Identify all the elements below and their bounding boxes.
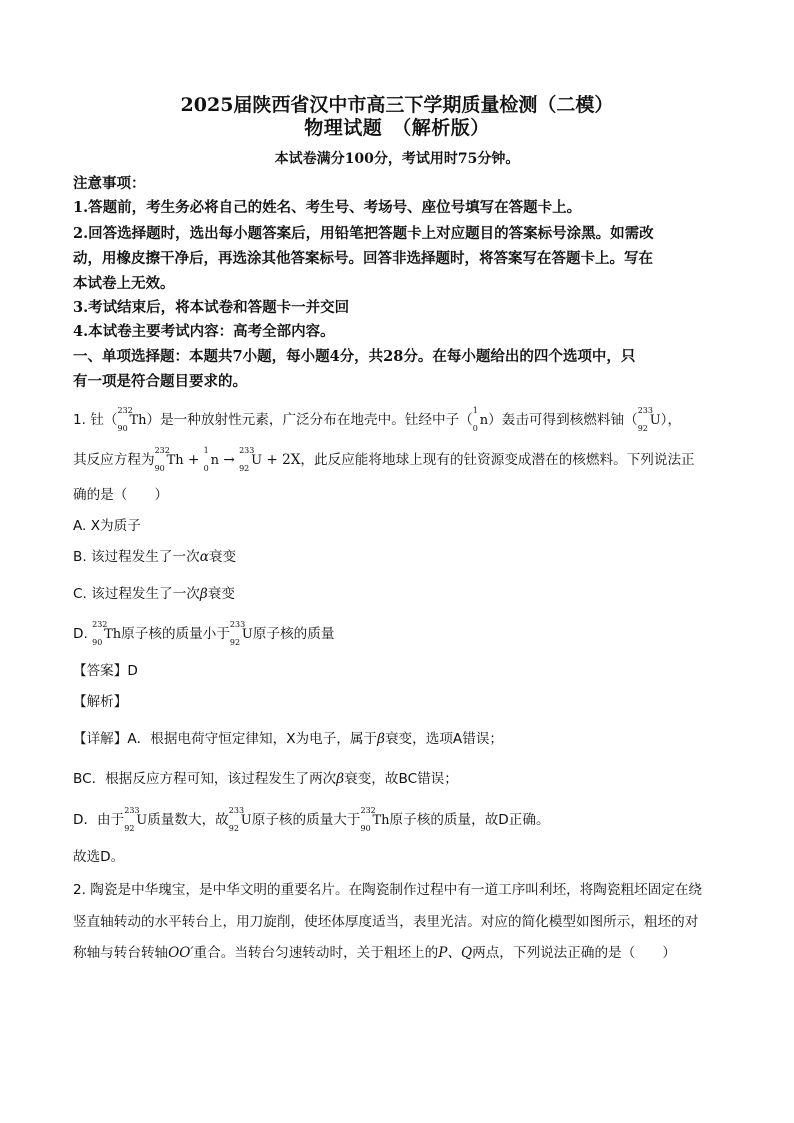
notice-item-2-line-2: 动，用橡皮擦干净后，再选涂其他答案标号。回答非选择题时，将答案写在答题卡上。写在 xyxy=(73,250,653,267)
notice-item-4: 4.本试卷主要考试内容：高考全部内容。 xyxy=(73,323,335,340)
q1-option-b: B. 该过程发生了一次α衰变 xyxy=(73,549,237,565)
q2-line-1: 2. 陶瓷是中华瑰宝，是中华文明的重要名片。在陶瓷制作过程中有一道工序叫利坯，将陶瓷粗坯固定在绕 xyxy=(73,882,703,898)
q1-option-a: A. X为质子 xyxy=(73,518,141,534)
q1-option-d: D. 232 90 Th原子核的质量小于 233 92 U原子核的质量 xyxy=(73,620,335,647)
neutron-nuclide: 1 0 n xyxy=(472,406,489,433)
notice-item-2-line-1: 2.回答选择题时，选出每小题答案后，用铅笔把答题卡上对应题目的答案标号涂黑。如需改 xyxy=(73,225,654,242)
notice-item-2-line-3: 本试卷上无效。 xyxy=(73,275,175,292)
q1-stem-line-1: 1. 钍（ 232 90 Th）是一种放射性元素，广泛分布在地壳中。钍经中子（ 1 0 n）轰击可得到核燃料铀（ 233 92 U）， xyxy=(73,406,682,433)
page-title: 2025届陕西省汉中市高三下学期质量检测（二模） xyxy=(180,94,614,116)
section-heading-line-2: 有一项是符合题目要求的。 xyxy=(73,373,247,390)
q1-analysis-label: 【解析】 xyxy=(73,694,128,710)
q1-option-c: C. 该过程发生了一次β衰变 xyxy=(73,586,235,602)
q1-answer: 【答案】D xyxy=(73,663,138,679)
q1-detail-bc: BC．根据反应方程可知，该过程发生了两次β衰变，故BC错误； xyxy=(73,771,458,787)
q1-detail-a: 【详解】A．根据电荷守恒定律知，X为电子，属于β衰变，选项A错误； xyxy=(73,731,504,747)
notice-item-3: 3.考试结束后，将本试卷和答题卡一并交回 xyxy=(73,299,350,316)
q1-stem-line-3: 确的是（ ） xyxy=(73,487,169,503)
q1-conclusion: 故选D。 xyxy=(73,849,125,865)
uranium-nuclide: 233 92 U xyxy=(637,406,661,433)
exam-info: 本试卷满分100分，考试用时75分钟。 xyxy=(274,151,520,167)
q1-detail-d: D．由于 233 92 U质量数大，故 233 92 U原子核的质量大于 232 90 Th原子核的质量，故D正确。 xyxy=(73,806,550,833)
notice-item-1: 1.答题前，考生务必将自己的姓名、考生号、考场号、座位号填写在答题卡上。 xyxy=(73,199,582,216)
q1-stem-line-2: 其反应方程为 232 90 Th + 1 0 n → 233 92 U + 2X，此反应能将地球上现有的钍资源变成潜在的核燃料。下列说法正 xyxy=(73,446,695,474)
thorium-nuclide: 232 90 Th xyxy=(117,406,147,433)
q2-line-3: 称轴与转台转轴OO′重合。当转台匀速转动时，关于粗坯上的P、Q两点，下列说法正确的是（ ） xyxy=(73,945,677,961)
notice-heading: 注意事项： xyxy=(73,175,146,192)
page-subtitle: 物理试题 （解析版） xyxy=(304,117,490,139)
reaction-equation: 232 90 Th + 1 0 n → 233 92 U + 2X xyxy=(154,446,301,474)
section-heading-line-1: 一、单项选择题：本题共7小题，每小题4分，共28分。在每小题给出的四个选项中，只 xyxy=(73,348,636,365)
q2-line-2: 竖直轴转动的水平转台上，用刀旋削，使坯体厚度适当，表里光洁。对应的简化模型如图所示，粗坯的对 xyxy=(73,914,699,930)
